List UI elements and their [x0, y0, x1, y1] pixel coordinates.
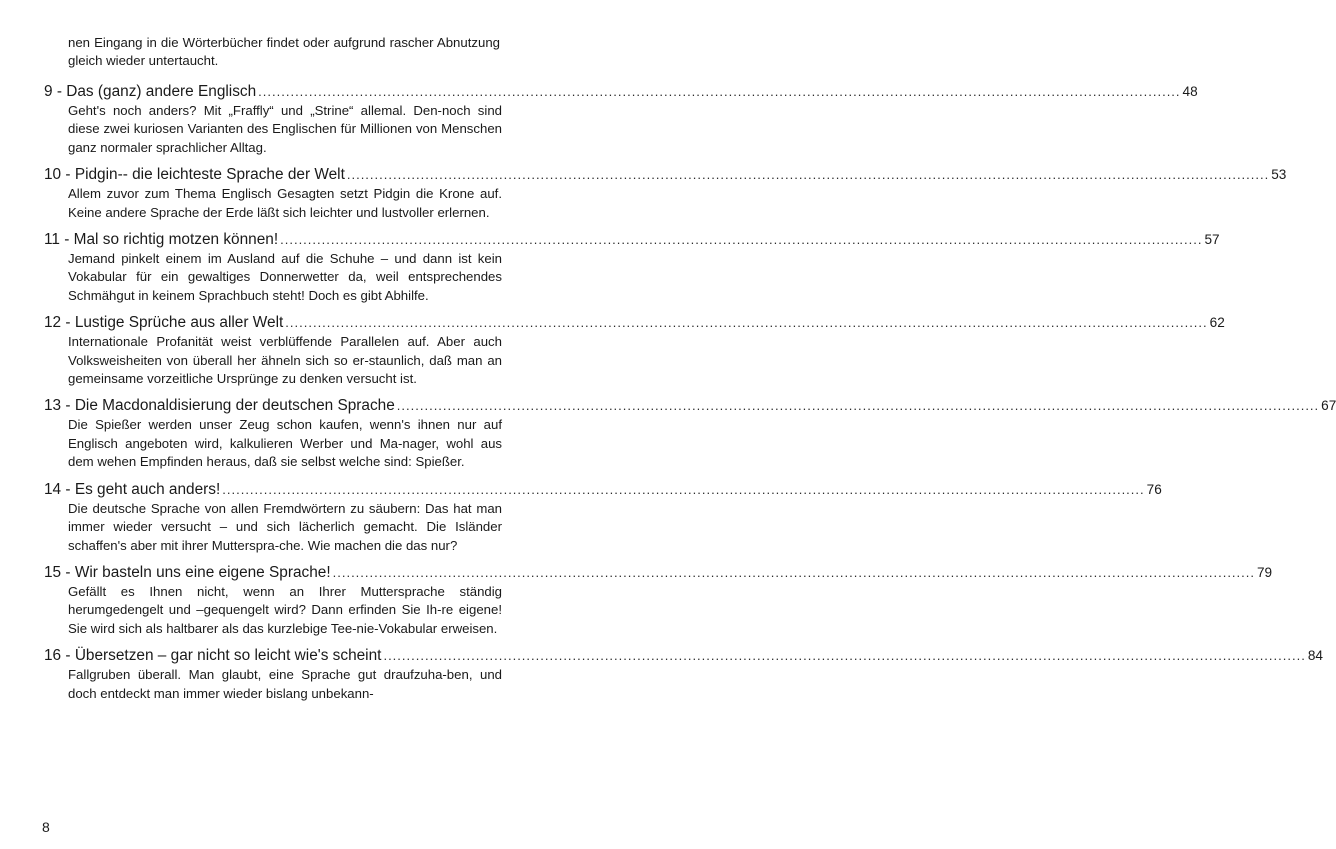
entry-description: Fallgruben überall. Man glaubt, eine Sprache gut draufzuha-ben, und doch entdeckt man immer wieder bislang unbekann- [68, 667, 502, 701]
toc-entry-heading [44, 313, 1225, 333]
entry-page-number: 62 [1209, 315, 1225, 331]
entry-title: Lustige Sprüche aus aller Welt [74, 314, 284, 332]
entry-separator: - [61, 397, 75, 415]
entry-number: 15 [44, 563, 62, 581]
entry-description: Die deutsche Sprache von allen Fremdwörtern zu säubern: Das hat man immer wieder versucht – und sich lächerlich gemacht. Die Isländer schaffen's aber mit ihrer Muttersprа-che. Wie machen die das nur? [68, 500, 502, 553]
entry-title: Pidgin-- die leichteste Sprache der Welt [74, 166, 345, 184]
entry-number: 9 [44, 83, 53, 100]
dot-leader [383, 646, 1305, 666]
entry-page-number: 67 [1321, 398, 1336, 414]
entry-title: Mal so richtig motzen können! [73, 231, 279, 249]
dot-leader [285, 313, 1207, 333]
toc-entry-10 [44, 165, 1287, 222]
toc-entry-heading [44, 480, 1162, 500]
entry-separator: - [61, 563, 75, 581]
toc-entry-heading [44, 563, 1273, 583]
continuation-paragraph: nen Eingang in die Wörterbücher findet oder aufgrund rascher Abnutzung gleich wieder untertaucht. [68, 35, 500, 69]
toc-entry-11 [44, 230, 1220, 305]
dot-leader [347, 165, 1269, 185]
entry-number: 11 [44, 231, 60, 249]
entry-separator: - [61, 166, 75, 184]
toc-entry-heading [44, 82, 1198, 102]
dot-leader [222, 480, 1144, 500]
toc-entry-15 [44, 563, 1273, 638]
entry-description: Gefällt es Ihnen nicht, wenn an Ihrer Muttersprache ständig herumgedengelt und –gequengelt wird? Dann erfinden Sie Ih-re eigene! Sie wird sich als haltbarer als das kurzlebige Tee-nie-Vokabular erweisen. [68, 583, 502, 636]
entry-title: Wir basteln uns eine eigene Sprache! [74, 563, 331, 581]
entry-separator: - [61, 314, 75, 332]
entry-title: Übersetzen – gar nicht so leicht wie's scheint [74, 647, 382, 665]
dot-leader [397, 396, 1319, 416]
entry-page-number: 79 [1257, 564, 1273, 580]
toc-entry-heading [44, 396, 1336, 416]
entry-number: 12 [44, 314, 62, 332]
entry-number: 13 [44, 397, 62, 415]
toc-entry-heading [44, 165, 1287, 185]
toc-entry-14 [44, 480, 1162, 555]
dot-leader [333, 563, 1255, 583]
entry-separator: - [59, 231, 74, 249]
toc-entry-9 [44, 82, 1198, 157]
entry-page-number: 57 [1204, 232, 1220, 248]
entry-number: 10 [44, 166, 62, 184]
page-number: 8 [42, 819, 50, 835]
entry-description: Internationale Profanität weist verblüffende Parallelen auf. Aber auch Volksweisheiten von überall her ähneln sich so er-staunlich, daß man an gemeinsame vorzeitliche Ursprünge zu denken versucht ist. [68, 334, 502, 387]
entry-title: Es geht auch anders! [74, 480, 221, 498]
entry-page-number: 53 [1271, 167, 1287, 183]
entry-separator: - [52, 83, 67, 100]
toc-entry-heading [44, 646, 1323, 666]
toc-entry-12 [44, 313, 1225, 388]
entry-page-number: 76 [1146, 481, 1162, 497]
toc-entry-13 [44, 396, 1336, 471]
entry-number: 16 [44, 647, 62, 665]
entry-title: Die Macdonaldisierung der deutschen Sprache [74, 397, 395, 415]
entry-separator: - [61, 647, 75, 665]
entry-title: Das (ganz) andere Englisch [66, 83, 257, 100]
entry-page-number: 84 [1307, 648, 1323, 664]
entry-separator: - [61, 480, 75, 498]
dot-leader [280, 230, 1202, 250]
dot-leader [258, 82, 1180, 102]
entry-number: 14 [44, 480, 62, 498]
entry-page-number: 48 [1182, 84, 1198, 99]
toc-entry-16 [44, 646, 1323, 703]
table-of-contents [44, 82, 1336, 711]
entry-description: Allem zuvor zum Thema Englisch Gesagten setzt Pidgin die Krone auf. Keine andere Sprache der Erde läßt sich leichter und lustvoller erlernen. [68, 186, 502, 220]
entry-description: Die Spießer werden unser Zeug schon kaufen, wenn's ihnen nur auf Englisch angeboten wird, kalkulieren Werber und Ma-nager, wohl aus dem wehen Empfinden heraus, daß sie selbst welche sind: Spießer. [68, 417, 502, 470]
entry-description: Jemand pinkelt einem im Ausland auf die Schuhe – und dann ist kein Vokabular für ein gewaltiges Donnerwetter da, weil entsprechendes Schmähgut in keinem Sprachbuch steht! Doch es gibt Abhilfe. [68, 251, 502, 303]
toc-entry-heading [44, 230, 1220, 250]
entry-description: Geht's noch anders? Mit „Fraffly“ und „Strine“ allemal. Den-noch sind diese zwei kuriosen Varianten des Englischen für Millionen von Menschen ganz normaler sprachlicher Alltag. [68, 103, 502, 155]
